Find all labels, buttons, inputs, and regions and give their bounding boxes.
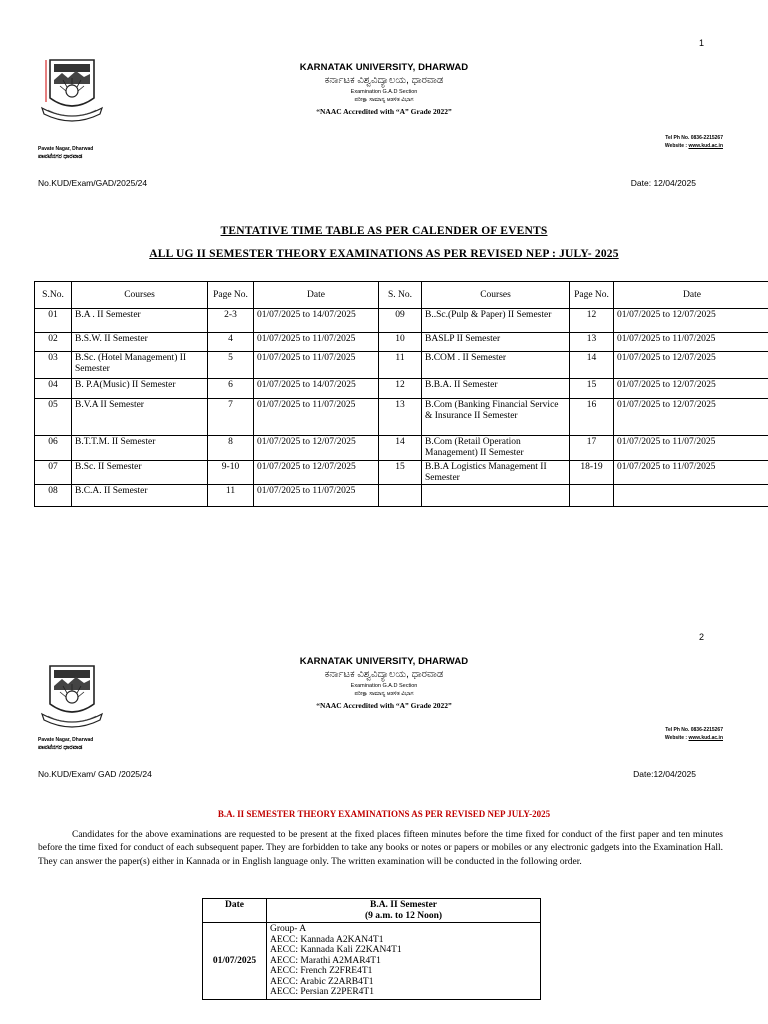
address-kannada: ಪಾವಟೆನಗರ ಧಾರವಾಡ <box>38 154 83 160</box>
course-cell: B.T.T.M. II Semester <box>72 436 208 461</box>
university-name: KARNATAK UNIVERSITY, DHARWAD <box>299 62 469 73</box>
col-header: Page No. <box>570 282 614 309</box>
col-header: Courses <box>422 282 570 309</box>
table-row <box>35 461 768 485</box>
course-cell <box>422 485 570 507</box>
reference-number: No.KUD/Exam/GAD/2025/24 <box>38 178 148 188</box>
col-header: Page No. <box>208 282 254 309</box>
semester-label: B.A. II Semester <box>369 900 437 910</box>
exam-date: 01/07/2025 <box>203 923 267 1000</box>
course-cell: B.COM . II Semester <box>422 352 570 379</box>
timetable-table <box>34 281 768 507</box>
col-header: S.No. <box>35 282 72 309</box>
date-cell: 01/07/2025 to 11/07/2025 <box>614 461 768 485</box>
page-cell: 18-19 <box>570 461 614 485</box>
course-cell: B.C.A. II Semester <box>72 485 208 507</box>
table-row <box>35 309 768 333</box>
address-kannada: ಪಾವಟೆನಗರ ಧಾರವಾಡ <box>38 745 83 751</box>
page-cell: 6 <box>208 379 254 399</box>
website-link[interactable]: www.kud.ac.in <box>688 735 723 741</box>
col-header: S. No. <box>379 282 422 309</box>
page-cell: 9-10 <box>208 461 254 485</box>
sno-cell: 14 <box>379 436 422 461</box>
university-name-kannada: ಕರ್ನಾಟಕ ವಿಶ್ವವಿದ್ಯಾಲಯ, ಧಾರವಾಡ <box>324 75 444 86</box>
paper-item: AECC: Marathi A2MAR4T1 <box>270 955 381 966</box>
course-cell: B.S.W. II Semester <box>72 333 208 352</box>
sno-cell <box>379 485 422 507</box>
table-row <box>35 352 768 379</box>
section-name-kannada: ಪರೀಕ್ಷಾ ಸಾಮಾನ್ಯ ಆಡಳಿತ ವಿಭಾಗ <box>354 691 414 697</box>
sno-cell: 05 <box>35 399 72 436</box>
page-cell: 17 <box>570 436 614 461</box>
course-cell: B.B.A Logistics Management II Semester <box>422 461 570 485</box>
website-line: Website : www.kud.ac.in <box>664 143 723 149</box>
sno-cell: 11 <box>379 352 422 379</box>
table-row <box>203 923 541 1000</box>
table-row <box>35 485 768 507</box>
timetable-title: TENTATIVE TIME TABLE AS PER CALENDER OF EVENTS <box>220 225 548 237</box>
sno-cell: 08 <box>35 485 72 507</box>
exam-time: (9 a.m. to 12 Noon) <box>364 910 443 921</box>
page-number: 1 <box>698 38 704 48</box>
course-cell: B..Sc.(Pulp & Paper) II Semester <box>422 309 570 333</box>
page-cell: 7 <box>208 399 254 436</box>
date-cell <box>614 485 768 507</box>
course-cell: BASLP II Semester <box>422 333 570 352</box>
course-cell: B.A . II Semester <box>72 309 208 333</box>
date-cell: 01/07/2025 to 14/07/2025 <box>254 309 379 333</box>
date-cell: 01/07/2025 to 12/07/2025 <box>254 461 379 485</box>
telephone: Tel Ph No. 0836-2215267 <box>665 135 723 141</box>
paper-item: AECC: Persian Z2PER4T1 <box>270 987 374 997</box>
timetable-subtitle: ALL UG II SEMESTER THEORY EXAMINATIONS AS PER REVISED NEP : JULY- 2025 <box>149 248 619 260</box>
address-english: Pavate Nagar, Dharwad <box>38 146 94 152</box>
naac-accreditation: “NAAC Accredited with “A” Grade 2022” <box>316 107 452 116</box>
issue-date: Date:12/04/2025 <box>633 769 696 779</box>
reference-number: No.KUD/Exam/ GAD /2025/24 <box>38 769 152 779</box>
address-english: Pavate Nagar, Dharwad <box>38 737 94 743</box>
sno-cell: 03 <box>35 352 72 379</box>
table-row <box>35 379 768 399</box>
sno-cell: 13 <box>379 399 422 436</box>
paper-list <box>267 923 541 1000</box>
issue-date: Date: 12/04/2025 <box>630 178 696 188</box>
course-cell: B.Sc. (Hotel Management) II Semester <box>72 352 208 379</box>
date-cell: 01/07/2025 to 11/07/2025 <box>254 399 379 436</box>
sno-cell: 12 <box>379 379 422 399</box>
website-link[interactable]: www.kud.ac.in <box>688 143 723 149</box>
date-cell: 01/07/2025 to 12/07/2025 <box>614 352 768 379</box>
group-label: Group- A <box>270 924 307 934</box>
course-cell: B.V.A II Semester <box>72 399 208 436</box>
date-cell: 01/07/2025 to 11/07/2025 <box>254 485 379 507</box>
telephone: Tel Ph No. 0836-2215267 <box>665 727 723 733</box>
page-2 <box>0 620 768 1024</box>
date-cell: 01/07/2025 to 12/07/2025 <box>614 379 768 399</box>
sno-cell: 15 <box>379 461 422 485</box>
course-cell: B. P.A(Music) II Semester <box>72 379 208 399</box>
sno-cell: 04 <box>35 379 72 399</box>
date-cell: 01/07/2025 to 12/07/2025 <box>614 309 768 333</box>
address <box>38 736 93 752</box>
page-cell: 8 <box>208 436 254 461</box>
table-header-row <box>35 282 768 309</box>
page-cell: 16 <box>570 399 614 436</box>
page-cell <box>570 485 614 507</box>
page-cell: 12 <box>570 309 614 333</box>
website-line: Website : www.kud.ac.in <box>664 735 723 741</box>
table-row <box>35 436 768 461</box>
date-cell: 01/07/2025 to 11/07/2025 <box>614 333 768 352</box>
contact-info <box>665 726 723 742</box>
table-row <box>35 333 768 352</box>
col-header: Date <box>614 282 768 309</box>
date-cell: 01/07/2025 to 12/07/2025 <box>254 436 379 461</box>
sno-cell: 01 <box>35 309 72 333</box>
course-cell: B.Sc. II Semester <box>72 461 208 485</box>
naac-accreditation: “NAAC Accredited with “A” Grade 2022” <box>316 701 452 710</box>
section-name-kannada: ಪರೀಕ್ಷಾ ಸಾಮಾನ್ಯ ಆಡಳಿತ ವಿಭಾಗ <box>354 97 414 103</box>
course-cell: B.Com (Retail Operation Management) II Semester <box>422 436 570 461</box>
date-cell: 01/07/2025 to 14/07/2025 <box>254 379 379 399</box>
date-header: Date <box>203 899 267 923</box>
sno-cell: 09 <box>379 309 422 333</box>
paper-item: AECC: French Z2FRE4T1 <box>270 966 373 976</box>
section-name: Examination G.A.D Section <box>350 683 418 689</box>
university-name-kannada: ಕರ್ನಾಟಕ ವಿಶ್ವವಿದ್ಯಾಲಯ, ಧಾರವಾಡ <box>324 669 444 680</box>
page-cell: 14 <box>570 352 614 379</box>
sno-cell: 02 <box>35 333 72 352</box>
date-cell: 01/07/2025 to 12/07/2025 <box>614 399 768 436</box>
date-cell: 01/07/2025 to 11/07/2025 <box>614 436 768 461</box>
page-cell: 5 <box>208 352 254 379</box>
date-cell: 01/07/2025 to 11/07/2025 <box>254 333 379 352</box>
university-name: KARNATAK UNIVERSITY, DHARWAD <box>299 656 469 667</box>
page-number: 2 <box>698 632 704 642</box>
section-name: Examination G.A.D Section <box>350 89 418 95</box>
semester-header <box>267 899 541 923</box>
page-cell: 11 <box>208 485 254 507</box>
course-cell: B.B.A. II Semester <box>422 379 570 399</box>
sno-cell: 06 <box>35 436 72 461</box>
page-cell: 4 <box>208 333 254 352</box>
table-row <box>35 399 768 436</box>
col-header: Date <box>254 282 379 309</box>
sno-cell: 10 <box>379 333 422 352</box>
paper-item: AECC: Kannada Kali Z2KAN4T1 <box>270 945 402 955</box>
ba-schedule-table <box>202 898 541 1000</box>
paper-item: AECC: Arabic Z2ARB4T1 <box>270 976 374 987</box>
ba-exam-title: B.A. II SEMESTER THEORY EXAMINATIONS AS PER REVISED NEP JULY-2025 <box>217 809 551 819</box>
col-header: Courses <box>72 282 208 309</box>
paper-item: AECC: Kannada A2KAN4T1 <box>270 934 384 945</box>
instructions-paragraph: Candidates for the above examinations are requested to be present at the fixed places fifteen minutes before the time fixed for conduct of the first paper and ten minutes before the time fixed for conduct of each subsequent paper. They are forbidden to take any books or notes or papers or mobiles or any electronic gadgets into the Examination Hall. They can answer the paper(s) either in Kannada or in English language only. The written examination will be conducted in the following order. <box>38 830 723 867</box>
page-cell: 13 <box>570 333 614 352</box>
date-cell: 01/07/2025 to 11/07/2025 <box>254 352 379 379</box>
course-cell: B.Com (Banking Financial Service & Insurance II Semester <box>422 399 570 436</box>
address <box>38 145 93 161</box>
contact-info <box>665 134 723 150</box>
sno-cell: 07 <box>35 461 72 485</box>
table-header-row <box>203 899 541 923</box>
page-cell: 15 <box>570 379 614 399</box>
page-cell: 2-3 <box>208 309 254 333</box>
